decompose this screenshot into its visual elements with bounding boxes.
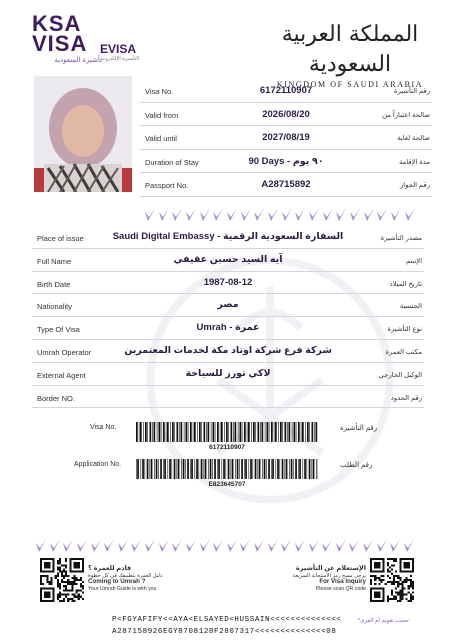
mrz-line-1: P<FGYAFIFY<<AYA<ELSAYED<HUSSAIN<<<<<<<<<<<<<< — [112, 616, 342, 624]
header — [0, 0, 452, 89]
field-label-arabic: صالحة اعتباراً من — [382, 111, 430, 119]
field-valid-until — [140, 126, 432, 150]
field-label: Birth Date — [37, 279, 71, 289]
field-label-arabic: الوكيل الخارجي — [378, 371, 422, 379]
checkmark-icon — [405, 208, 415, 222]
field-value: 1987-08-12 — [203, 276, 253, 288]
field-label-arabic: رقم التأشيرة — [393, 88, 430, 95]
umrah-guide-qr-code-icon[interactable] — [40, 558, 84, 602]
kingdom-english: KINGDOM OF SAUDI ARABIA — [276, 80, 424, 89]
checkmark-icon — [390, 539, 400, 553]
field-label: Visa No. — [145, 87, 174, 96]
checkmark-icon — [295, 208, 305, 222]
checkmark-icon — [240, 539, 250, 553]
field-label: External Agent — [37, 370, 86, 380]
barcode-label-arabic: رقم الطلب — [340, 462, 373, 469]
applicant-photo — [34, 76, 132, 192]
field-visa-no — [140, 79, 432, 103]
ksa-logo-arabic: تأشيرة السعودية — [54, 57, 102, 64]
checkmark-icon — [268, 539, 278, 553]
checkmark-icon — [77, 539, 87, 553]
field-label: Umrah Operator — [37, 347, 92, 357]
field-label-arabic: رقم الجواز — [400, 182, 430, 189]
field-nationality — [32, 294, 424, 317]
field-label: Full Name — [37, 256, 72, 266]
checkmark-icon — [323, 208, 333, 222]
checkmark-icon — [227, 208, 237, 222]
checkmark-icon — [336, 539, 346, 553]
checkmark-icon — [295, 539, 305, 553]
checkmark-icon — [104, 539, 114, 553]
field-label-arabic: الإسم — [406, 257, 422, 265]
barcode-icon — [136, 422, 318, 442]
visa-inquiry-english-text: Please scan QR code — [315, 585, 366, 592]
checkmark-icon — [172, 539, 182, 553]
checkmark-icon — [131, 539, 141, 553]
field-value: شركة فرع شركة اوتاد مكة لخدمات المعتمرين — [124, 344, 332, 356]
field-birth-date — [32, 272, 424, 295]
checkmark-icon — [241, 208, 251, 222]
checkmark-icon — [50, 539, 60, 553]
barcode-label: Visa No. — [90, 424, 117, 431]
field-label-arabic: تاريخ الميلاد — [389, 280, 422, 288]
checkmark-icon — [282, 208, 292, 222]
field-external-agent — [32, 363, 424, 386]
checkmark-icon — [350, 208, 360, 222]
umrah-guide-english-title: Coming to Umrah ? — [88, 578, 146, 585]
checkmark-icon — [364, 208, 374, 222]
checkmark-icon — [227, 539, 237, 553]
applicant-portrait-image — [34, 76, 132, 192]
field-label: Nationality — [37, 302, 73, 312]
field-full-name — [32, 249, 424, 272]
field-label-arabic: مكتب العمرة — [385, 348, 422, 356]
field-value: 6172110907 — [259, 85, 313, 96]
checkmark-icon — [145, 208, 155, 222]
checkmark-icon — [268, 208, 278, 222]
checkmark-divider-top — [145, 208, 415, 222]
checkmark-icon — [172, 208, 182, 222]
checkmark-icon — [159, 208, 169, 222]
checkmark-icon — [91, 539, 101, 553]
checkmark-icon — [213, 539, 223, 553]
machine-readable-zone — [112, 614, 342, 638]
field-label: Duration of Stay — [145, 157, 199, 167]
field-label-arabic: مدة الإقامة — [398, 158, 430, 166]
field-value: 90 Days - ٩٠ يوم — [248, 155, 324, 167]
evisa-arabic: التأشيرة الإلكترونية — [100, 56, 140, 62]
checkmark-icon — [213, 208, 223, 222]
field-value: Saudi Digital Embassy - السفارة السعودية الرقمية — [112, 231, 344, 242]
checkmark-icon — [186, 208, 196, 222]
umrah-guide-arabic-text: دليل العمرة بتطبيقك في كل خطوة — [88, 572, 163, 579]
checkmark-icon — [200, 208, 210, 222]
checkmark-icon — [336, 208, 346, 222]
field-label-arabic: صالحة لغاية — [397, 135, 430, 142]
field-value: آيه السيد حسين عقيفي — [173, 253, 283, 265]
ksa-logo-top: KSA — [32, 11, 82, 36]
checkmark-icon — [377, 208, 387, 222]
barcode-label-arabic: رقم التأشيرة — [340, 425, 378, 432]
field-label-arabic: رقم الحدود — [390, 394, 422, 402]
field-label: Place of issue — [37, 234, 84, 243]
checkmark-icon — [349, 539, 359, 553]
visa-summary-table — [140, 79, 432, 197]
field-label: Type Of Visa — [37, 325, 80, 335]
field-border-no — [32, 386, 424, 409]
visa-inquiry-qr-code-icon[interactable] — [370, 558, 414, 602]
visa-inquiry-arabic-title: الإستعلام عن التأشيرة — [295, 565, 366, 572]
checkmark-icon — [322, 539, 332, 553]
umrah-guide-info — [88, 566, 178, 592]
evisa-label: EVISA — [100, 42, 137, 56]
field-value: Umrah - عمرة — [196, 322, 260, 334]
visa-inquiry-info — [290, 566, 366, 592]
umrah-guide-arabic-title: قادم للعمرة ؟ — [88, 565, 132, 572]
umrah-guide-english-text: Your Umrah Guide is with you — [88, 585, 157, 592]
field-value: مصر — [217, 299, 239, 311]
checkmark-divider-bottom — [36, 539, 414, 553]
evisa-logo — [100, 42, 140, 62]
calendar-note: *حسب تقويم أم القرى — [358, 618, 410, 624]
field-value: 2027/08/19 — [262, 132, 310, 143]
field-value: لاكي تورز للسياحة — [185, 367, 271, 379]
checkmark-icon — [377, 539, 387, 553]
field-duration-of-stay — [140, 150, 432, 174]
checkmark-icon — [254, 539, 264, 553]
field-label-arabic: الجنسية — [399, 303, 422, 311]
field-label: Passport No. — [145, 181, 189, 190]
visa-inquiry-arabic-text: يرجى مسح رمز الاستجابة السريعة — [292, 572, 366, 579]
mrz-line-2: A287158926EGY8708128F2807317<<<<<<<<<<<<<<08 — [112, 628, 337, 636]
checkmark-icon — [309, 539, 319, 553]
checkmark-icon — [36, 539, 46, 553]
field-label: Valid from — [145, 110, 179, 120]
field-value: 2026/08/20 — [262, 108, 310, 120]
field-label: Valid until — [145, 134, 177, 143]
field-umrah-operator — [32, 340, 424, 363]
ksa-visa-logo — [32, 11, 102, 64]
barcode-label: Application No. — [74, 461, 122, 468]
visa-details-table — [32, 226, 424, 408]
checkmark-icon — [404, 539, 414, 553]
checkmark-icon — [391, 208, 401, 222]
checkmark-icon — [159, 539, 169, 553]
barcode-icon — [136, 459, 318, 479]
field-label: Border NO. — [37, 393, 75, 403]
checkmark-icon — [145, 539, 155, 553]
checkmark-icon — [200, 539, 210, 553]
checkmark-icon — [63, 539, 73, 553]
application-number-barcode — [0, 459, 452, 505]
checkmark-icon — [309, 208, 319, 222]
kingdom-arabic: المملكة العربية السعودية — [281, 22, 419, 77]
checkmark-icon — [254, 208, 264, 222]
field-label-arabic: نوع التأشيرة — [387, 326, 422, 334]
field-value: A28715892 — [261, 179, 311, 190]
barcode-number: E823645707 — [208, 481, 246, 488]
checkmark-icon — [118, 539, 128, 553]
field-valid-from — [140, 103, 432, 127]
field-label-arabic: مصدر التأشيرة — [380, 235, 422, 242]
checkmark-icon — [186, 539, 196, 553]
ksa-logo-bottom: VISA — [32, 31, 88, 56]
field-type-of-visa — [32, 317, 424, 340]
field-place-of-issue — [32, 226, 424, 249]
barcode-number: 6172110907 — [209, 444, 245, 451]
checkmark-icon — [281, 539, 291, 553]
checkmark-icon — [363, 539, 373, 553]
visa-inquiry-english-title: For Visa Inquiry — [319, 578, 366, 585]
field-passport-no — [140, 173, 432, 197]
